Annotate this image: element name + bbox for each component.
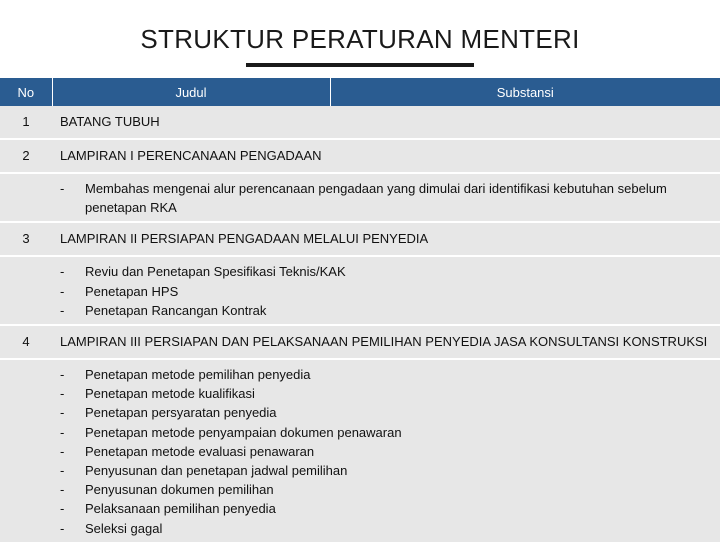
regulation-structure-table [0,78,720,544]
header-judul: Judul [52,78,330,106]
header-no: No [0,78,52,106]
row-title: LAMPIRAN I PERENCANAAN PENGADAAN [52,139,720,173]
row-number: 3 [22,231,30,247]
list-item: - Membahas mengenai alur perencanaan pengadaan yang dimulai dari identifikasi kebutuhan sebelum penetapan RKA [60,179,712,217]
table-row [0,106,720,139]
substance-list [52,174,720,221]
row-number: 4 [22,334,30,350]
list-item: - Penetapan metode evaluasi penawaran [60,442,712,461]
table-row [0,222,720,256]
list-item: - Penyusunan dan penetapan jadwal pemilihan [60,461,712,480]
list-item: - Penetapan persyaratan penyedia [60,403,712,422]
title-underline [246,63,474,67]
table-row [0,139,720,173]
header-substansi: Substansi [330,78,720,106]
substance-list [52,360,720,542]
table-subrow [0,256,720,325]
table-subrow [0,173,720,222]
row-number: 2 [22,148,30,163]
row-title: BATANG TUBUH [52,106,720,139]
page-title: STRUKTUR PERATURAN MENTERI [140,24,580,54]
list-item: - Penetapan metode penyampaian dokumen penawaran [60,423,712,442]
table-subrow [0,359,720,543]
row-number: 1 [22,114,30,129]
row-title: LAMPIRAN II PERSIAPAN PENGADAAN MELALUI PENYEDIA [52,222,720,256]
list-item: - Penetapan metode kualifikasi [60,384,712,403]
substance-list [52,257,720,324]
list-item: - Penetapan metode pemilihan penyedia [60,365,712,384]
list-item: - Penyusunan dokumen pemilihan [60,480,712,499]
list-item: - Penetapan HPS [60,282,712,301]
row-title: LAMPIRAN III PERSIAPAN DAN PELAKSANAAN PEMILIHAN PENYEDIA JASA KONSULTANSI KONSTRUKSI [52,325,720,359]
table-row [0,325,720,359]
list-item: - Seleksi gagal [60,519,712,538]
table-header-row [0,78,720,106]
list-item: - Penetapan Rancangan Kontrak [60,301,712,320]
list-item: - Reviu dan Penetapan Spesifikasi Teknis/KAK [60,262,712,281]
list-item: - Pelaksanaan pemilihan penyedia [60,499,712,518]
